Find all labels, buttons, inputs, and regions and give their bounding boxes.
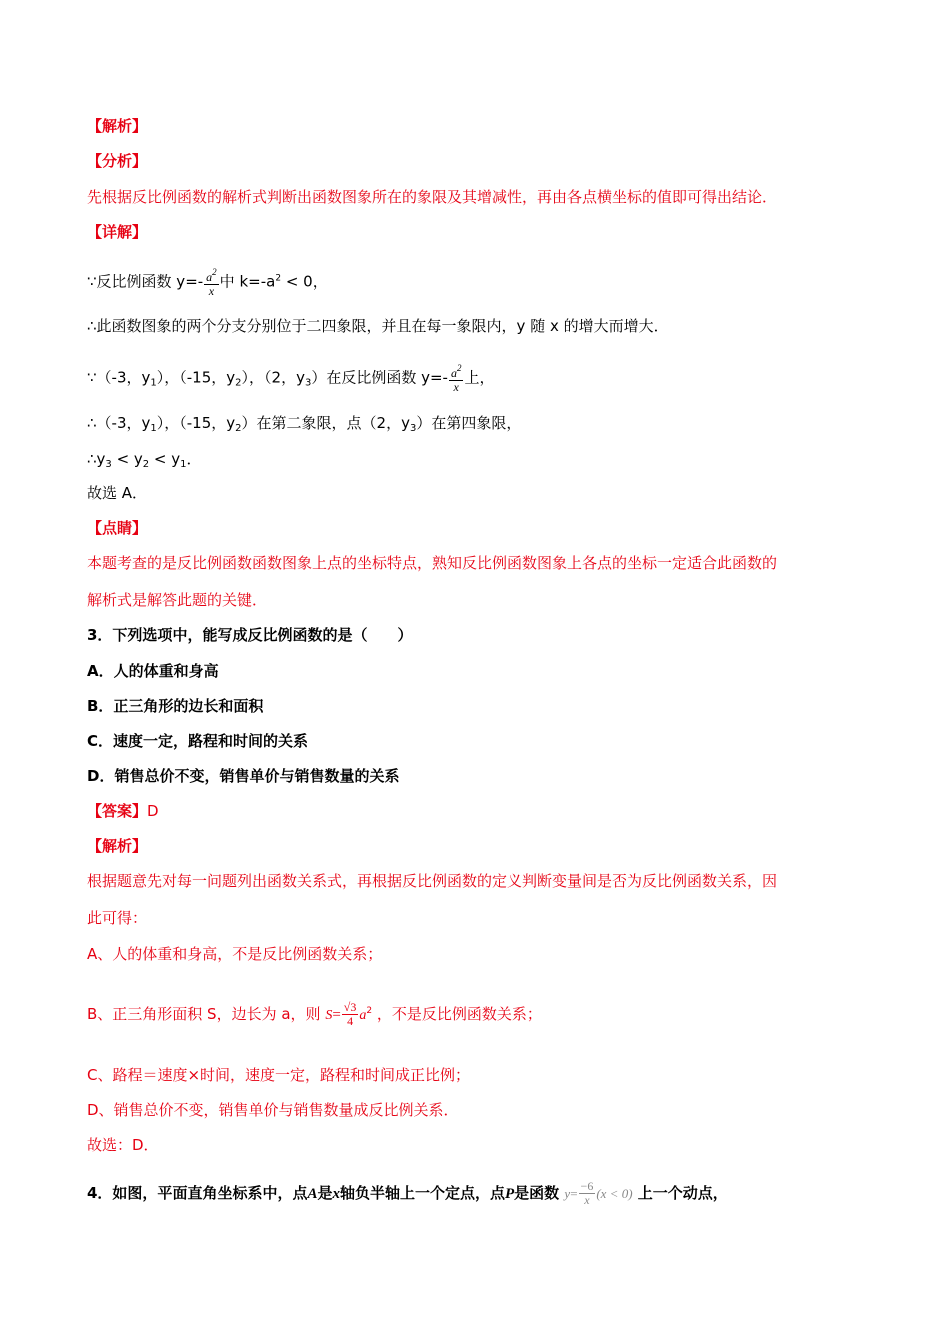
fraction-minus6-over-x	[579, 1180, 596, 1207]
fraction-four: 4	[347, 1014, 354, 1028]
q4-stem-b: 是	[317, 1184, 333, 1202]
fraction-sqrt3-over-4	[342, 1001, 359, 1028]
q3-option-c: C．速度一定，路程和时间的关系	[87, 732, 309, 750]
solution-line-5: $\therefore y_3 < y_2 < y_1$．	[87, 450, 202, 470]
q3-conclusion: 故选：D．	[87, 1136, 159, 1154]
solution-line-3-d: ）在反比例函数 y=-	[311, 368, 448, 387]
answer-value: D	[147, 802, 159, 820]
fraction-sqrt3: √3	[343, 1000, 357, 1014]
formula-a: a	[359, 1008, 367, 1023]
q3-item-b: B、正三角形面积 S，边长为 a，则 S= $\frac{√3}{4}$ $a^2$ ，不是反比例函数关系；	[87, 1000, 542, 1028]
q3-item-b-text: B、正三角形面积 S，边长为 a，则	[87, 1005, 321, 1023]
q4-stem	[87, 1180, 728, 1207]
q3-item-d: D、销售总价不变，销售单价与销售数量成反比例关系．	[87, 1101, 459, 1119]
q3-jiexi-heading: 【解析】	[87, 837, 148, 855]
q4-stem-d: 是函数	[514, 1184, 560, 1202]
formula-equals: =	[332, 1007, 341, 1023]
section-jiexi-heading: 【解析】	[87, 117, 148, 135]
solution-line-5-a: ∴y	[87, 450, 106, 468]
solution-line-1: ∵反比例函数 y=- $\frac{a^2}{x}$ 中 $k=-a^2 < 0$，	[87, 267, 328, 298]
q3-option-a: A．人的体重和身高	[87, 662, 219, 680]
fraction-denominator: x	[208, 284, 215, 298]
answer-label: 【答案】	[87, 802, 148, 820]
fraction-a2-over-x: $\frac{a^2}{x}$	[206, 267, 217, 298]
solution-line-3-c: ），（2，y	[241, 368, 305, 387]
solution-line-3-b: ），（-15，y	[156, 368, 236, 387]
solution-line-1-text-b: 中 k=-a	[219, 272, 276, 291]
solution-line-5-c: < y	[149, 450, 181, 468]
solution-line-5-b: < y	[111, 450, 143, 468]
q3-item-b-tail: ，不是反比例函数关系；	[376, 1005, 542, 1023]
solution-line-4-d: ）在第四象限，	[416, 414, 522, 432]
solution-line-4: ∴（-3，$y_1$），（-15，$y_2$）在第二象限，点（2，$y_3$）在第四象限，	[87, 414, 522, 434]
solution-conclusion: 故选 A．	[87, 484, 148, 502]
solution-line-4-a: ∴（-3，y	[87, 414, 151, 432]
section-dianjing-heading: 【点睛】	[87, 519, 148, 537]
q3-item-a: A、人的体重和身高，不是反比例函数关系；	[87, 945, 383, 963]
fenxi-text: 先根据反比例函数的解析式判断出函数图象所在的象限及其增减性，再由各点横坐标的值即可得出结论．	[87, 188, 778, 206]
q3-text-1: 根据题意先对每一问题列出函数关系式，再根据反比例函数的定义判断变量间是否为反比例函数关系，因	[87, 872, 778, 890]
solution-line-1-text-c: < 0，	[281, 272, 328, 291]
fn-condition: (x < 0)	[596, 1186, 633, 1201]
fraction-denominator-2: x	[453, 380, 459, 394]
q3-answer	[87, 800, 159, 822]
q4-stem-a: 4．如图，平面直角坐标系中，点	[87, 1184, 308, 1202]
dianjing-text-1: 本题考查的是反比例函数函数图象上点的坐标特点，熟知反比例函数图象上各点的坐标一定适合此函数的	[87, 554, 778, 572]
fraction-a2-over-x-2: $\frac{a^2}{x}$	[450, 363, 462, 394]
q3-item-c: C、路程＝速度×时间，速度一定，路程和时间成正比例；	[87, 1066, 471, 1084]
solution-line-4-c: ）在第二象限，点（2，y	[241, 414, 410, 432]
q3-option-b: B．正三角形的边长和面积	[87, 697, 264, 715]
q4-stem-c: 轴负半轴上一个定点，点	[339, 1184, 505, 1202]
solution-line-3: ∵（-3，$y_1$），（-15，$y_2$），（2，$y_3$）在反比例函数 y=- $\frac{a^2}{x}$ 上，	[87, 363, 495, 394]
solution-line-3-e: 上，	[464, 368, 495, 387]
fn-equals: =	[570, 1186, 578, 1201]
q4-stem-e: 上一个动点，	[637, 1184, 728, 1202]
section-fenxi-heading: 【分析】	[87, 152, 148, 170]
fraction-numerator: a	[206, 270, 213, 284]
q3-option-d: D．销售总价不变，销售单价与销售数量的关系	[87, 767, 400, 785]
solution-line-3-a: ∵（-3，y	[87, 368, 151, 387]
fn-y: y	[564, 1186, 571, 1201]
axis-x: x	[332, 1186, 340, 1202]
point-a: A	[307, 1186, 318, 1202]
q3-stem: 3．下列选项中，能写成反比例函数的是（ ）	[87, 626, 413, 644]
fn-denominator: x	[584, 1193, 590, 1207]
solution-line-4-b: ），（-15，y	[156, 414, 236, 432]
fn-numerator: −6	[580, 1179, 594, 1193]
solution-line-5-d: ．	[186, 450, 202, 468]
point-p: P	[505, 1186, 515, 1202]
section-xiangjie-heading: 【详解】	[87, 223, 148, 241]
q3-text-2: 此可得：	[87, 909, 148, 927]
solution-line-2: ∴此函数图象的两个分支分别位于二四象限，并且在每一象限内，y 随 x 的增大而增大．	[87, 317, 669, 335]
dianjing-text-2: 解析式是解答此题的关键．	[87, 591, 268, 609]
fraction-numerator-2: a	[450, 366, 457, 380]
solution-line-1-text-a: ∵反比例函数 y=-	[87, 272, 204, 291]
formula-s: S	[325, 1008, 333, 1023]
